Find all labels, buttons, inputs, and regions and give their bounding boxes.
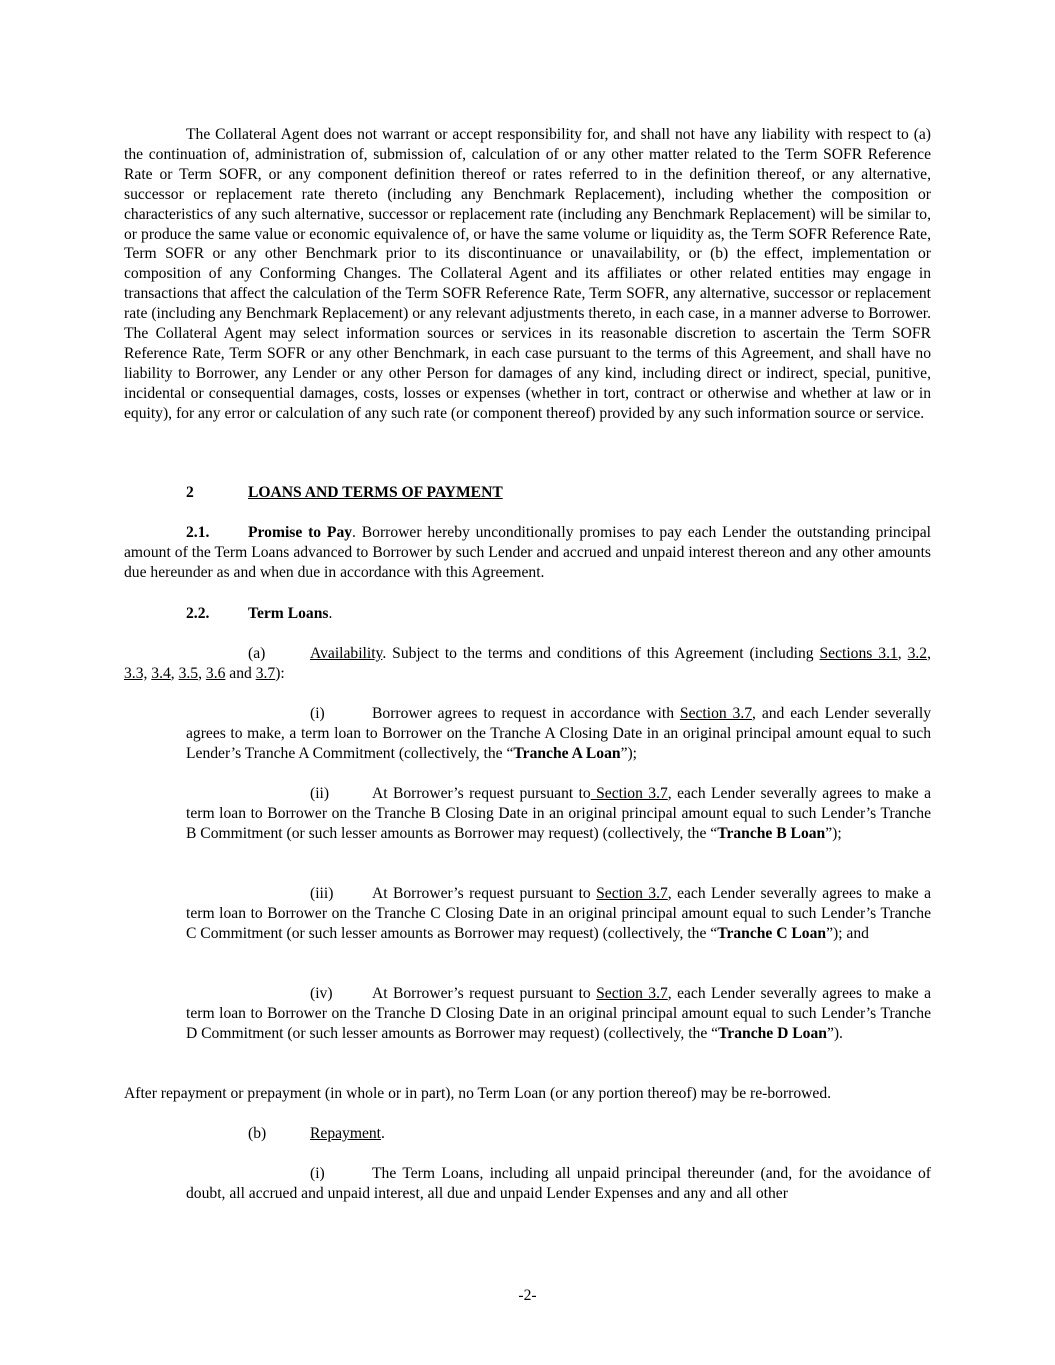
item-iv-section-link[interactable]: Section 3.7	[596, 985, 668, 1002]
item-iii-tranche-c: (iii) At Borrower’s request pursuant to Section 3.7, each Lender severally agrees to make a term loan to Borrower on the Tranche C Closing Date in an original principal amount equal to such Lender’s Tranche C Commitment (or such lesser amounts as Borrower may request) (collectively, the “Tranche C Loan”); and	[186, 885, 932, 942]
item-i-tranche-a: (i) Borrower agrees to request in accordance with Section 3.7, and each Lender severally agrees to make, a term loan to Borrower on the Tranche A Closing Date in an original principal amount equal to such Lender’s Tranche A Commitment (collectively, the “Tranche A Loan”);	[186, 705, 931, 762]
tranche-d-loan-term: Tranche D Loan	[718, 1024, 827, 1042]
section-2-1-paragraph: 2.1. Promise to Pay. Borrower hereby unconditionally promises to pay each Lender the outstanding principal amount of the Term Loans advanced to Borrower by such Lender and accrued and unpaid interest thereon and any other amounts due hereunder as and when due in accordance with this Agreement.	[124, 524, 931, 581]
section-3-7-link[interactable]: 3.7	[255, 664, 276, 682]
section-2-2-title: Term Loans	[248, 605, 329, 622]
item-iv-tranche-d: (iv) At Borrower’s request pursuant to Section 3.7, each Lender severally agrees to make a term loan to Borrower on the Tranche D Closing Date in an original principal amount equal to such Lender’s Tranche D Commitment (or such lesser amounts as Borrower may request) (collectively, the “Tranche D Loan”).	[186, 985, 932, 1042]
sections-3-1-link[interactable]: Sections 3.1	[819, 645, 898, 662]
item-i-label: (i)	[310, 705, 325, 722]
section-3-3-link[interactable]: 3.3,	[124, 664, 148, 682]
paragraph-a-label: (a)	[248, 645, 266, 662]
repayment-item-i-label: (i)	[310, 1165, 325, 1182]
page-number: -2-	[518, 1287, 537, 1304]
item-iv-label: (iv)	[310, 985, 333, 1002]
tranche-a-loan-term: Tranche A Loan	[513, 744, 621, 762]
section-2-1-heading: Promise to Pay	[248, 524, 353, 541]
section-2-1-number: 2.1.	[186, 524, 210, 541]
item-iii-section-link[interactable]: Section 3.7	[596, 885, 668, 902]
reborrow-sentence: After repayment or prepayment (in whole or in part), no Term Loan (or any portion thereof) may be re-borrowed.	[124, 1085, 832, 1102]
section-2-title: LOANS AND TERMS OF PAYMENT	[248, 484, 503, 501]
paragraph-b-repayment: (b) Repayment.	[248, 1125, 385, 1142]
paragraph-b-label: (b)	[248, 1125, 267, 1142]
tranche-c-loan-term: Tranche C Loan	[717, 924, 827, 942]
intro-text: The Collateral Agent does not warrant or accept responsibility for, and shall not have any liability with respect to (a) the continuation of, administration of, submission of, calculation of or any other matter related to the Term SOFR Reference Rate or Term SOFR, or any component definition thereof or rates referred to in the definition thereof, or any alternative, successor or replacement rate thereto (including any Benchmark Replacement), including whether the composition or characteristics of any such alternative, successor or replacement rate (including any Benchmark Replacement) will be similar to, or produce the same value or economic equivalence of, or have the same volume or liquidity as, the Term SOFR Reference Rate, Term SOFR or any other Benchmark prior to its discontinuance or unavailability, or (b) the effect, implementation or composition of any Conforming Changes. The Collateral Agent and its affiliates or other related entities may engage in transactions that affect the calculation of the Term SOFR Reference Rate, Term SOFR, any alternative, successor or replacement rate (including any Benchmark Replacement) or any relevant adjustments thereto, in each case, in a manner adverse to Borrower. The Collateral Agent may select information sources or services in its reasonable discretion to ascertain the Term SOFR Reference Rate, Term SOFR or any other Benchmark, in each case pursuant to the terms of this Agreement, and shall have no liability to Borrower, any Lender or any other Person for damages of any kind, including direct or indirect, special, punitive, incidental or consequential damages, costs, losses or expenses (whether in tort, contract or otherwise and whether at law or in equity), for any error or calculation of any such rate (or component thereof) provided by any such information source or service.	[124, 126, 931, 422]
section-3-5-link[interactable]: 3.5	[178, 664, 199, 682]
intro-paragraph	[124, 125, 931, 424]
section-2-1-text: Borrower hereby unconditionally promises to pay each Lender the outstanding principal amount of the Term Loans advanced to Borrower by such Lender and accrued and unpaid interest thereon and any other amounts due hereunder as and when due in accordance with this Agreement.	[124, 524, 931, 581]
item-iii-label: (iii)	[310, 885, 334, 902]
section-2-2-number: 2.2.	[186, 605, 210, 622]
paragraph-a-availability: (a) Availability. Subject to the terms and conditions of this Agreement (including Sections 3.1, 3.2, 3.3, 3.4, 3.5, 3.6 and 3.7):	[124, 645, 931, 682]
section-2-number: 2	[186, 484, 194, 501]
section-2-heading	[124, 483, 931, 503]
item-ii-label: (ii)	[310, 785, 330, 802]
repayment-item-i-text: The Term Loans, including all unpaid principal thereunder (and, for the avoidance of doubt, all accrued and unpaid interest, all due and unpaid Lender Expenses and any and all other	[186, 1165, 931, 1202]
item-ii-section-link[interactable]: Section 3.7	[590, 785, 668, 802]
item-i-section-link[interactable]: Section 3.7	[679, 705, 753, 722]
repayment-heading: Repayment	[310, 1125, 382, 1142]
section-3-2-link[interactable]: 3.2	[907, 645, 928, 662]
tranche-b-loan-term: Tranche B Loan	[717, 824, 826, 842]
item-ii-tranche-b: (ii) At Borrower’s request pursuant to Section 3.7, each Lender severally agrees to make a term loan to Borrower on the Tranche B Closing Date in an original principal amount equal to such Lender’s Tranche B Commitment (or such lesser amounts as Borrower may request) (collectively, the “Tranche B Loan”);	[186, 785, 931, 842]
section-3-6-link[interactable]: 3.6	[205, 664, 226, 682]
section-2-2-heading: 2.2. Term Loans.	[186, 605, 333, 622]
availability-heading: Availability	[310, 645, 383, 662]
repayment-item-i	[186, 1164, 931, 1204]
section-3-4-link[interactable]: 3.4	[151, 664, 171, 682]
